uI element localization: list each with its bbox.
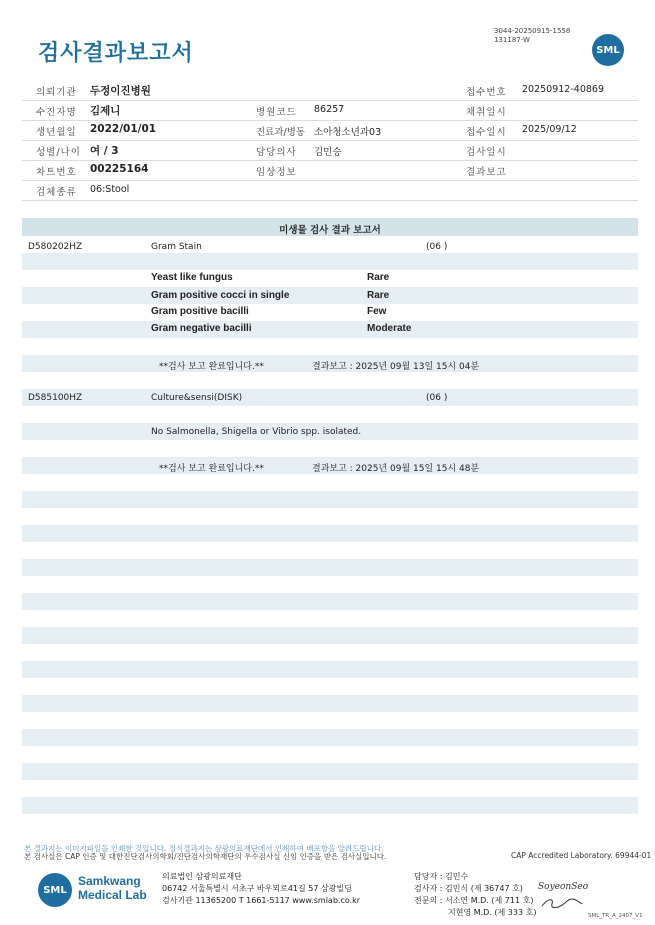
value-specimen-type: 06:Stool [90,184,130,195]
test1-name: Gram Stain [151,242,202,252]
label-requesting-org: 의뢰기관 [36,87,77,98]
staff-specialist1: 전문의 : 서소연 M.D. (제 711 호) [414,896,534,905]
test2-specimen: (06 ) [426,393,448,403]
brand-name [78,874,147,902]
report-section-title: 미생물 검사 결과 보고서 [279,225,381,236]
info-row-specimen [22,180,638,201]
label-receipt-date: 접수일시 [466,127,507,138]
result-value: Rare [367,272,390,283]
label-chart-number: 차트번호 [36,167,77,178]
row-stripe [22,559,638,576]
value-receipt-number: 20250912-40869 [522,84,605,95]
result-item: Yeast like fungus [151,272,233,283]
result-value: Moderate [367,323,412,334]
brand-line1: Samkwang [78,874,141,888]
label-birth-date: 생년월일 [36,127,77,138]
label-collection-date: 채취일시 [466,107,507,118]
row-stripe [22,661,638,678]
org-name: 의료법인 삼광의료재단 [162,872,242,881]
result-value: Few [367,306,387,317]
value-doctor: 김민승 [314,147,342,158]
row-stripe [22,797,638,814]
row-stripe [22,287,638,304]
address: 06742 서울특별시 서초구 바우뫼로41길 57 삼광빌딩 [162,884,352,893]
sml-logo-footer: SML [38,873,72,907]
document-id-line2: 131187-W [494,36,530,44]
value-sex-age: 여 / 3 [90,145,119,157]
value-department: 소아청소년과03 [314,127,382,138]
label-hospital-code: 병원코드 [256,107,297,118]
staff-block [414,871,536,919]
result-item: Gram positive bacilli [151,306,249,317]
page-title: 검사결과보고서 [38,41,194,66]
test2-name: Culture&sensi(DISK) [151,393,243,403]
brand-line2: Medical Lab [78,888,147,902]
row-stripe [22,627,638,644]
label-specimen-type: 검체종류 [36,187,77,198]
staff-tester: 검사자 : 김민식 (제 36747 호) [414,884,523,893]
label-patient-name: 수진자명 [36,107,77,118]
test2-result: No Salmonella, Shigella or Vibrio spp. isolated. [151,427,362,437]
row-stripe [22,389,638,406]
row-stripe [22,491,638,508]
test1-report-time: 결과보고 : 2025년 09월 13일 15시 04분 [312,362,480,372]
value-receipt-date: 2025/09/12 [522,124,577,135]
info-row-patient [22,100,638,121]
row-stripe [22,729,638,746]
info-row-requester [22,80,638,101]
value-patient-name: 김제니 [90,105,121,117]
document-id-line1: 3044-20250915-1558 [494,27,571,35]
test1-code: D580202HZ [28,242,83,252]
test1-complete-note: **검사 보고 완료입니다.** [159,362,264,372]
form-id: SML_TR_A_2407_V1 [588,913,643,919]
value-birth-date: 2022/01/01 [90,123,157,135]
lab-address-block [162,871,360,907]
result-item: Gram negative bacilli [151,323,252,334]
result-value: Rare [367,290,390,301]
label-test-date: 검사일시 [466,147,507,158]
label-doctor: 담당의사 [256,147,297,158]
label-department: 진료과/병동 [256,127,306,138]
signature-scribble [540,896,584,910]
test2-complete-note: **검사 보고 완료입니다.** [159,464,264,474]
value-hospital-code: 86257 [314,104,345,115]
test2-code: D585100HZ [28,393,83,403]
value-requesting-org: 두정이진병원 [90,85,151,97]
staff-specialist2: 지현영 M.D. (제 333 호) [448,908,537,917]
row-stripe [22,695,638,712]
row-stripe [22,763,638,780]
info-row-birth [22,120,638,141]
cap-accreditation: CAP Accredited Laboratory. 69944-01 [511,851,652,860]
test2-report-time: 결과보고 : 2025년 09월 15일 15시 48분 [312,464,480,474]
row-stripe [22,321,638,338]
contact: 검사기관 11365200 T 1661-5117 www.smlab.co.kr [162,896,361,905]
info-row-chart [22,160,638,181]
value-chart-number: 00225164 [90,163,149,175]
label-clinical-info: 임상정보 [256,167,297,178]
info-row-sex [22,140,638,161]
label-result-report: 결과보고 [466,167,507,178]
test1-specimen: (06 ) [426,242,448,252]
document-id [494,27,570,45]
result-item: Gram positive cocci in single [151,290,290,301]
row-stripe [22,525,638,542]
row-stripe [22,253,638,270]
footer-accreditation: 본 검사실은 CAP 인증 및 대한진단검사의학회/진단검사의학재단의 우수검사실 신임 인증을 받은 검사실입니다. [24,852,387,861]
label-receipt-number: 접수번호 [466,87,507,98]
staff-manager: 담당자 : 김민수 [414,872,469,881]
row-stripe [22,593,638,610]
footer-notice: 본 결과지는 이미지파일을 인쇄한 것입니다. 정식결과지는 삼광의료재단에서 인쇄하여 배포함을 알려드립니다. [24,844,384,853]
signature: SoyeonSeo [538,882,589,892]
label-sex-age: 성별/나이 [36,147,81,158]
sml-logo: SML [592,34,624,66]
